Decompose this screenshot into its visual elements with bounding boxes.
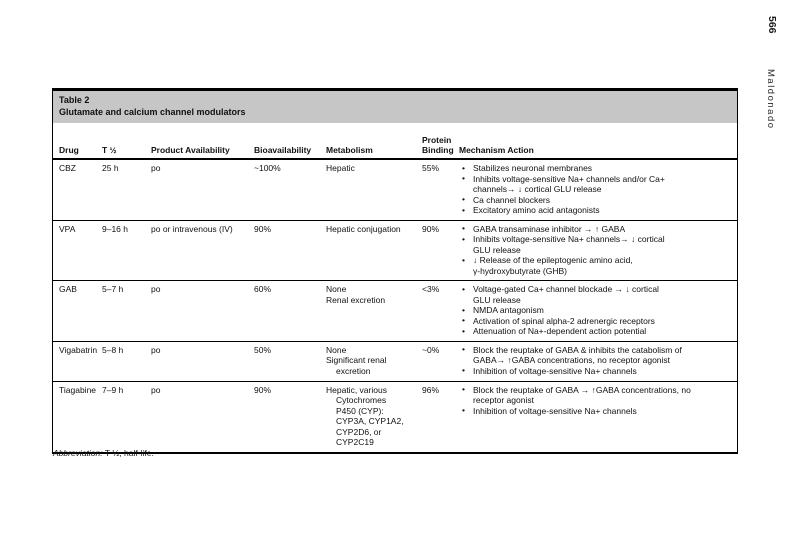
metabolism-line: excretion	[336, 365, 371, 376]
header-metabolism: Metabolism	[326, 145, 373, 155]
header-bioavailability: Bioavailability	[254, 145, 312, 155]
table-footnote	[53, 448, 154, 458]
mechanism-continuation: channels→ ↓ cortical GLU release	[473, 184, 602, 194]
mechanism-bullet: • Activation of spinal alpha-2 adrenergic receptors	[459, 316, 729, 327]
drug-cell: VPA	[59, 223, 76, 234]
bioavailability-cell: 50%	[254, 344, 272, 355]
drug-cell: CBZ	[59, 163, 76, 173]
thalf-cell: 7–9 h	[102, 384, 124, 395]
metabolism-line: Renal excretion	[326, 294, 386, 305]
product-cell: po or intravenous (IV)	[151, 223, 233, 234]
bioavailability-cell: 90%	[254, 384, 272, 395]
mechanism-bullet: • Inhibition of voltage-sensitive Na+ channels	[459, 366, 729, 377]
protein-binding-cell: <3%	[422, 284, 440, 294]
header-protein-binding	[422, 135, 459, 155]
metabolism-line: None	[326, 344, 347, 355]
mechanism-continuation: GABA→ ↑GABA concentrations, no receptor agonist	[473, 355, 671, 365]
protein-binding-cell: 96%	[422, 384, 440, 395]
mechanism-bullet: • Voltage-gated Ca+ channel blockade → ↓ cortical	[459, 284, 729, 295]
mechanism-continuation: receptor agonist	[473, 395, 534, 405]
mechanism-bullet: • Block the reuptake of GABA & inhibits the catabolism of	[459, 345, 729, 356]
mechanism-bullet: • NMDA antagonism	[459, 305, 729, 316]
bioavailability-cell: ~100%	[254, 163, 281, 173]
metabolism-line: P450 (CYP):	[336, 405, 384, 416]
mechanism-bullet: • Ca channel blockers	[459, 195, 729, 206]
header-drug: Drug	[59, 145, 79, 155]
table-caption	[53, 91, 737, 123]
running-head-author: Maldonado	[765, 69, 776, 130]
metabolism-line: Hepatic, various	[326, 384, 387, 395]
mechanism-bullet: • Excitatory amino acid antagonists	[459, 205, 729, 216]
table-row-vigabatrin	[53, 342, 737, 382]
product-cell: po	[151, 344, 161, 355]
metabolism-line: Hepatic	[326, 163, 355, 173]
table-2	[52, 88, 738, 454]
table-header-row	[53, 123, 737, 160]
mechanism-bullet: • Attenuation of Na+-dependent action potential	[459, 326, 729, 337]
mechanism-continuation: γ-hydroxybutyrate (GHB)	[473, 265, 567, 276]
metabolism-line: Cytochromes	[336, 395, 387, 405]
header-protein-binding-line2: Binding	[422, 145, 454, 155]
table-row-vpa	[53, 221, 737, 282]
metabolism-cell	[326, 163, 422, 216]
table-row-gab	[53, 281, 737, 342]
metabolism-line: CYP2C19	[336, 437, 374, 447]
metabolism-line: Significant renal	[326, 355, 387, 365]
metabolism-cell	[326, 224, 422, 277]
mechanism-bullet: • Inhibits voltage-sensitive Na+ channels→ ↓ cortical	[459, 234, 729, 245]
mechanism-bullet: • Block the reuptake of GABA → ↑GABA concentrations, no	[459, 385, 729, 396]
bioavailability-cell: 60%	[254, 284, 272, 294]
protein-binding-cell: 90%	[422, 223, 440, 234]
mechanism-bullet: • Inhibition of voltage-sensitive Na+ channels	[459, 406, 729, 417]
table-caption-title: Glutamate and calcium channel modulators	[59, 106, 246, 117]
bioavailability-cell: 90%	[254, 223, 272, 234]
product-cell: po	[151, 163, 161, 173]
metabolism-line: CYP3A, CYP1A2,	[336, 416, 404, 426]
metabolism-cell	[326, 345, 422, 377]
mechanism-bullet: • ↓ Release of the epileptogenic amino acid,	[459, 255, 729, 266]
mechanism-continuation: GLU release	[473, 294, 521, 305]
mechanism-continuation: GLU release	[473, 244, 521, 255]
metabolism-line: None	[326, 284, 347, 294]
header-protein-binding-line1: Protein	[422, 135, 452, 145]
mechanism-cell	[459, 385, 733, 448]
drug-cell: Vigabatrin	[59, 344, 98, 355]
mechanism-cell	[459, 224, 733, 277]
thalf-cell: 25 h	[102, 163, 119, 173]
thalf-cell: 5–8 h	[102, 344, 124, 355]
mechanism-cell	[459, 163, 733, 216]
drug-cell: Tiagabine	[59, 384, 97, 395]
mechanism-cell	[459, 345, 733, 377]
mechanism-cell	[459, 284, 733, 337]
protein-binding-cell: 55%	[422, 163, 440, 173]
mechanism-bullet: • Stabilizes neuronal membranes	[459, 163, 729, 174]
thalf-cell: 5–7 h	[102, 284, 124, 294]
metabolism-line: Hepatic conjugation	[326, 223, 401, 234]
header-mechanism-action: Mechanism Action	[459, 145, 534, 155]
protein-binding-cell: ~0%	[422, 344, 440, 355]
table-row-tiagabine	[53, 382, 737, 452]
mechanism-bullet: • GABA transaminase inhibitor → ↑ GABA	[459, 224, 729, 235]
header-product-availability: Product Availability	[151, 145, 230, 155]
footnote-text: T ½, half-life.	[102, 448, 154, 458]
product-cell: po	[151, 284, 161, 294]
product-cell: po	[151, 384, 161, 395]
table-row-cbz	[53, 160, 737, 221]
drug-cell: GAB	[59, 284, 77, 294]
metabolism-cell	[326, 385, 422, 448]
table-caption-number: Table 2	[59, 95, 90, 105]
metabolism-line: CYP2D6, or	[336, 426, 382, 437]
metabolism-cell	[326, 284, 422, 337]
page-number: 566	[766, 16, 778, 34]
mechanism-bullet: • Inhibits voltage-sensitive Na+ channels and/or Ca+	[459, 174, 729, 185]
footnote-label: Abbreviation:	[53, 448, 103, 458]
header-thalf: T ½	[102, 145, 117, 155]
thalf-cell: 9–16 h	[102, 223, 128, 234]
